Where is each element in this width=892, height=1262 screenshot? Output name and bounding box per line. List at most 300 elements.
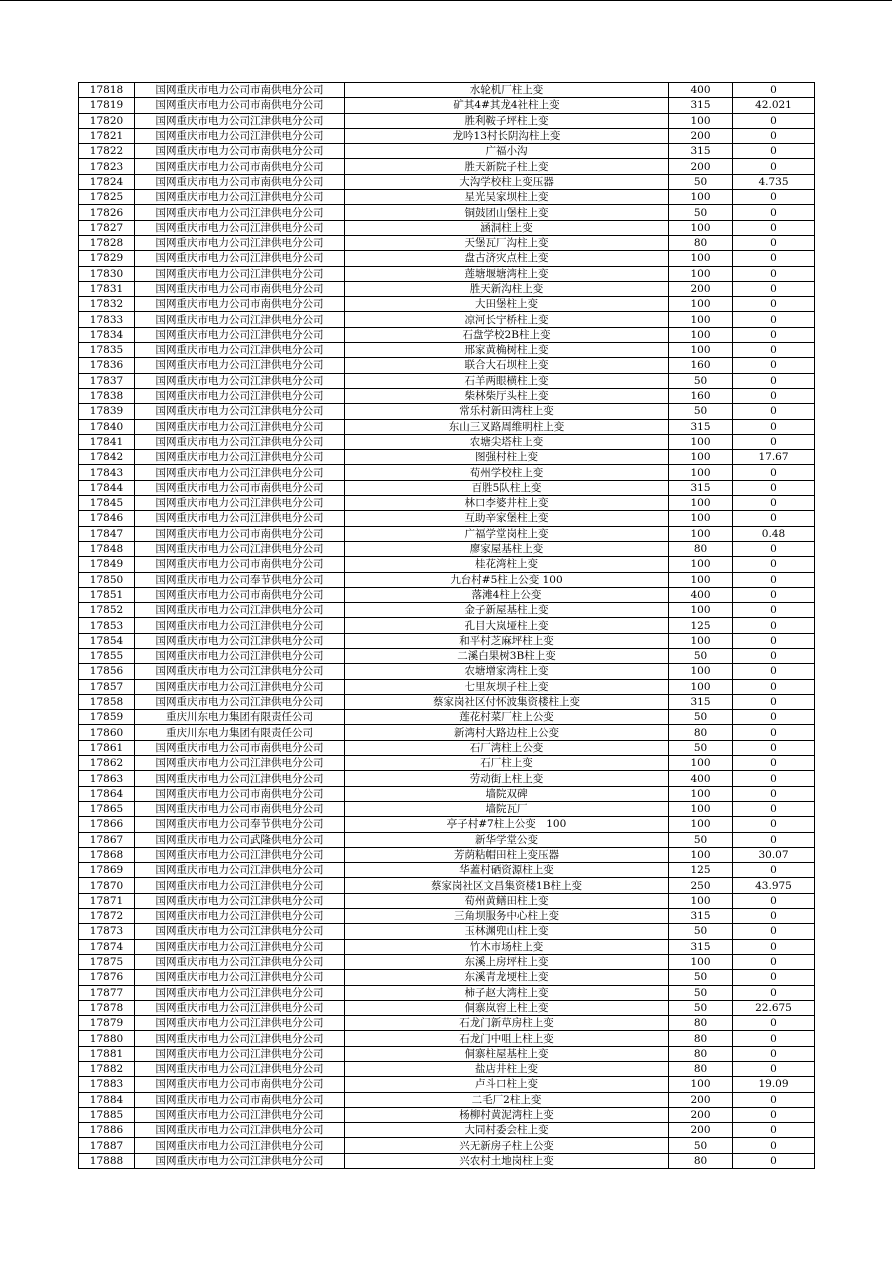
cell-company: 国网重庆市电力公司江津供电分公司 [135, 893, 345, 908]
cell-value: 0.48 [733, 526, 815, 541]
table-row [79, 664, 815, 679]
table-row [79, 480, 815, 495]
cell-value: 42.021 [733, 98, 815, 113]
cell-name: 星光吴家坝柱上变 [345, 190, 669, 205]
cell-value: 0 [733, 664, 815, 679]
cell-value: 0 [733, 618, 815, 633]
cell-value: 0 [733, 924, 815, 939]
cell-name: 大沟学校柱上变压器 [345, 174, 669, 189]
cell-name: 柿子赵大湾柱上变 [345, 985, 669, 1000]
cell-id: 17862 [79, 756, 135, 771]
cell-name: 东溪青龙埂柱上变 [345, 970, 669, 985]
cell-capacity: 100 [669, 434, 733, 449]
cell-value: 0 [733, 832, 815, 847]
cell-company: 国网重庆市电力公司江津供电分公司 [135, 648, 345, 663]
cell-capacity: 50 [669, 1000, 733, 1015]
table-row [79, 297, 815, 312]
cell-id: 17858 [79, 694, 135, 709]
cell-name: 大同村委会柱上变 [345, 1123, 669, 1138]
cell-capacity: 200 [669, 1123, 733, 1138]
table-row [79, 801, 815, 816]
cell-id: 17833 [79, 312, 135, 327]
page-top-rule [0, 0, 892, 1]
cell-id: 17828 [79, 235, 135, 250]
cell-id: 17855 [79, 648, 135, 663]
table-row [79, 817, 815, 832]
cell-value: 0 [733, 434, 815, 449]
cell-name: 廖家屋基柱上变 [345, 541, 669, 556]
cell-name: 华蓋村硒资源柱上变 [345, 863, 669, 878]
cell-value: 0 [733, 281, 815, 296]
cell-id: 17826 [79, 205, 135, 220]
table-row [79, 909, 815, 924]
cell-name: 兴农村土地岗柱上变 [345, 1153, 669, 1168]
cell-company: 国网重庆市电力公司江津供电分公司 [135, 343, 345, 358]
cell-id: 17846 [79, 511, 135, 526]
table-row [79, 1000, 815, 1015]
cell-company: 国网重庆市电力公司江津供电分公司 [135, 128, 345, 143]
cell-value: 0 [733, 480, 815, 495]
cell-capacity: 100 [669, 557, 733, 572]
table-row [79, 771, 815, 786]
cell-name: 金子新屋基柱上变 [345, 603, 669, 618]
cell-company: 国网重庆市电力公司江津供电分公司 [135, 541, 345, 556]
cell-company: 国网重庆市电力公司市南供电分公司 [135, 801, 345, 816]
cell-company: 国网重庆市电力公司江津供电分公司 [135, 1153, 345, 1168]
cell-id: 17866 [79, 817, 135, 832]
cell-id: 17868 [79, 847, 135, 862]
cell-capacity: 80 [669, 1153, 733, 1168]
cell-value: 0 [733, 465, 815, 480]
cell-capacity: 100 [669, 511, 733, 526]
cell-capacity: 50 [669, 832, 733, 847]
cell-company: 国网重庆市电力公司江津供电分公司 [135, 358, 345, 373]
cell-company: 国网重庆市电力公司江津供电分公司 [135, 1123, 345, 1138]
cell-id: 17825 [79, 190, 135, 205]
cell-company: 国网重庆市电力公司市南供电分公司 [135, 526, 345, 541]
cell-company: 重庆川东电力集团有限责任公司 [135, 725, 345, 740]
cell-name: 新华学堂公变 [345, 832, 669, 847]
cell-capacity: 80 [669, 725, 733, 740]
cell-company: 国网重庆市电力公司江津供电分公司 [135, 1031, 345, 1046]
table-row [79, 985, 815, 1000]
table-row [79, 756, 815, 771]
cell-value: 0 [733, 83, 815, 98]
cell-company: 国网重庆市电力公司江津供电分公司 [135, 909, 345, 924]
cell-capacity: 100 [669, 603, 733, 618]
cell-company: 国网重庆市电力公司江津供电分公司 [135, 251, 345, 266]
cell-name: 百胜5队柱上变 [345, 480, 669, 495]
cell-capacity: 200 [669, 281, 733, 296]
cell-value: 0 [733, 1031, 815, 1046]
cell-id: 17888 [79, 1153, 135, 1168]
cell-id: 17818 [79, 83, 135, 98]
cell-name: 凉河长宁桥柱上变 [345, 312, 669, 327]
cell-company: 国网重庆市电力公司市南供电分公司 [135, 786, 345, 801]
table-row [79, 251, 815, 266]
table-row [79, 220, 815, 235]
cell-name: 胜利鞍子坪柱上变 [345, 113, 669, 128]
cell-company: 国网重庆市电力公司市南供电分公司 [135, 174, 345, 189]
cell-id: 17834 [79, 327, 135, 342]
cell-id: 17842 [79, 450, 135, 465]
cell-value: 0 [733, 404, 815, 419]
cell-name: 劳动街上柱上变 [345, 771, 669, 786]
cell-name: 涵洞柱上变 [345, 220, 669, 235]
cell-capacity: 200 [669, 159, 733, 174]
cell-capacity: 100 [669, 817, 733, 832]
cell-id: 17844 [79, 480, 135, 495]
cell-company: 国网重庆市电力公司江津供电分公司 [135, 603, 345, 618]
cell-id: 17869 [79, 863, 135, 878]
cell-value: 0 [733, 909, 815, 924]
table-row [79, 419, 815, 434]
cell-id: 17885 [79, 1107, 135, 1122]
table-row [79, 358, 815, 373]
table-row [79, 205, 815, 220]
cell-name: 铜鼓团山堡柱上变 [345, 205, 669, 220]
cell-id: 17819 [79, 98, 135, 113]
cell-capacity: 50 [669, 648, 733, 663]
cell-capacity: 160 [669, 358, 733, 373]
cell-value: 0 [733, 786, 815, 801]
cell-value: 0 [733, 1092, 815, 1107]
cell-id: 17824 [79, 174, 135, 189]
cell-capacity: 100 [669, 266, 733, 281]
table-row [79, 1062, 815, 1077]
cell-id: 17864 [79, 786, 135, 801]
cell-value: 0 [733, 1062, 815, 1077]
cell-company: 国网重庆市电力公司奉节供电分公司 [135, 817, 345, 832]
cell-name: 龙吟13村长阴沟柱上变 [345, 128, 669, 143]
cell-name: 兴无新房子柱上公变 [345, 1138, 669, 1153]
table-row [79, 924, 815, 939]
table-row [79, 235, 815, 250]
cell-capacity: 50 [669, 205, 733, 220]
cell-capacity: 50 [669, 1138, 733, 1153]
cell-value: 0 [733, 817, 815, 832]
cell-id: 17887 [79, 1138, 135, 1153]
cell-value: 0 [733, 694, 815, 709]
cell-company: 国网重庆市电力公司江津供电分公司 [135, 771, 345, 786]
cell-company: 国网重庆市电力公司市南供电分公司 [135, 98, 345, 113]
cell-name: 广福小沟 [345, 144, 669, 159]
table-row [79, 343, 815, 358]
cell-id: 17836 [79, 358, 135, 373]
cell-value: 0 [733, 939, 815, 954]
cell-id: 17832 [79, 297, 135, 312]
cell-value: 0 [733, 235, 815, 250]
cell-company: 国网重庆市电力公司江津供电分公司 [135, 985, 345, 1000]
table-row [79, 281, 815, 296]
cell-value: 0 [733, 266, 815, 281]
cell-name: 邢家黄桷树柱上变 [345, 343, 669, 358]
cell-capacity: 100 [669, 1077, 733, 1092]
cell-company: 国网重庆市电力公司江津供电分公司 [135, 878, 345, 893]
cell-name: 落滩4柱上公变 [345, 587, 669, 602]
cell-name: 大田堡柱上变 [345, 297, 669, 312]
cell-id: 17863 [79, 771, 135, 786]
cell-id: 17852 [79, 603, 135, 618]
cell-id: 17865 [79, 801, 135, 816]
cell-value: 4.735 [733, 174, 815, 189]
table-row [79, 740, 815, 755]
cell-value: 0 [733, 496, 815, 511]
cell-capacity: 315 [669, 694, 733, 709]
cell-company: 国网重庆市电力公司江津供电分公司 [135, 496, 345, 511]
cell-id: 17856 [79, 664, 135, 679]
cell-value: 0 [733, 679, 815, 694]
cell-name: 三角坝服务中心柱上变 [345, 909, 669, 924]
cell-capacity: 100 [669, 190, 733, 205]
cell-id: 17879 [79, 1016, 135, 1031]
table-row [79, 388, 815, 403]
cell-value: 0 [733, 1046, 815, 1061]
cell-company: 国网重庆市电力公司江津供电分公司 [135, 511, 345, 526]
cell-value: 0 [733, 633, 815, 648]
cell-company: 国网重庆市电力公司江津供电分公司 [135, 205, 345, 220]
cell-company: 国网重庆市电力公司江津供电分公司 [135, 1062, 345, 1077]
cell-value: 0 [733, 1153, 815, 1168]
cell-id: 17840 [79, 419, 135, 434]
table-row [79, 511, 815, 526]
cell-value: 0 [733, 863, 815, 878]
cell-value: 0 [733, 648, 815, 663]
cell-value: 0 [733, 557, 815, 572]
cell-id: 17848 [79, 541, 135, 556]
cell-id: 17880 [79, 1031, 135, 1046]
table-row [79, 128, 815, 143]
table-row [79, 526, 815, 541]
cell-capacity: 400 [669, 587, 733, 602]
cell-capacity: 50 [669, 404, 733, 419]
cell-value: 0 [733, 740, 815, 755]
table-row [79, 1123, 815, 1138]
cell-company: 国网重庆市电力公司江津供电分公司 [135, 404, 345, 419]
cell-capacity: 100 [669, 297, 733, 312]
table-row [79, 603, 815, 618]
cell-name: 亭子村#7柱上公变 100 [345, 817, 669, 832]
table-body [79, 83, 815, 1169]
cell-id: 17877 [79, 985, 135, 1000]
cell-name: 墙院瓦厂 [345, 801, 669, 816]
cell-name: 二毛厂2柱上变 [345, 1092, 669, 1107]
cell-name: 荀州学校柱上变 [345, 465, 669, 480]
table-row [79, 878, 815, 893]
table-row [79, 1031, 815, 1046]
cell-company: 国网重庆市电力公司江津供电分公司 [135, 970, 345, 985]
cell-value: 0 [733, 373, 815, 388]
cell-name: 莲塘堰塘湾柱上变 [345, 266, 669, 281]
cell-capacity: 100 [669, 664, 733, 679]
cell-company: 国网重庆市电力公司江津供电分公司 [135, 235, 345, 250]
cell-id: 17867 [79, 832, 135, 847]
cell-id: 17837 [79, 373, 135, 388]
table-row [79, 1077, 815, 1092]
cell-value: 0 [733, 312, 815, 327]
cell-id: 17835 [79, 343, 135, 358]
cell-value: 0 [733, 710, 815, 725]
cell-id: 17870 [79, 878, 135, 893]
cell-company: 国网重庆市电力公司江津供电分公司 [135, 312, 345, 327]
cell-id: 17881 [79, 1046, 135, 1061]
cell-name: 九台村#5柱上公变 100 [345, 572, 669, 587]
table-row [79, 98, 815, 113]
cell-name: 侗寨柱屋基柱上变 [345, 1046, 669, 1061]
cell-company: 国网重庆市电力公司市南供电分公司 [135, 557, 345, 572]
table-row [79, 648, 815, 663]
cell-company: 国网重庆市电力公司江津供电分公司 [135, 618, 345, 633]
cell-company: 国网重庆市电力公司江津供电分公司 [135, 1107, 345, 1122]
cell-name: 胜天新沟柱上变 [345, 281, 669, 296]
cell-value: 0 [733, 419, 815, 434]
cell-value: 0 [733, 144, 815, 159]
cell-id: 17882 [79, 1062, 135, 1077]
cell-capacity: 200 [669, 1107, 733, 1122]
cell-capacity: 100 [669, 220, 733, 235]
table-row [79, 159, 815, 174]
cell-company: 国网重庆市电力公司江津供电分公司 [135, 1016, 345, 1031]
cell-capacity: 200 [669, 128, 733, 143]
cell-capacity: 50 [669, 985, 733, 1000]
cell-company: 国网重庆市电力公司江津供电分公司 [135, 190, 345, 205]
table-row [79, 144, 815, 159]
cell-company: 国网重庆市电力公司江津供电分公司 [135, 847, 345, 862]
cell-id: 17878 [79, 1000, 135, 1015]
cell-id: 17886 [79, 1123, 135, 1138]
cell-id: 17883 [79, 1077, 135, 1092]
table-row [79, 434, 815, 449]
cell-company: 国网重庆市电力公司江津供电分公司 [135, 1138, 345, 1153]
cell-value: 0 [733, 587, 815, 602]
cell-name: 石厂湾柱上公变 [345, 740, 669, 755]
cell-company: 国网重庆市电力公司市南供电分公司 [135, 740, 345, 755]
cell-company: 国网重庆市电力公司市南供电分公司 [135, 297, 345, 312]
cell-capacity: 100 [669, 679, 733, 694]
cell-capacity: 250 [669, 878, 733, 893]
cell-name: 互助辛家堡柱上变 [345, 511, 669, 526]
cell-id: 17851 [79, 587, 135, 602]
cell-value: 0 [733, 801, 815, 816]
cell-company: 国网重庆市电力公司江津供电分公司 [135, 694, 345, 709]
cell-id: 17820 [79, 113, 135, 128]
cell-name: 天堡瓦厂沟柱上变 [345, 235, 669, 250]
cell-id: 17850 [79, 572, 135, 587]
cell-name: 石盘学校2B柱上变 [345, 327, 669, 342]
cell-company: 国网重庆市电力公司江津供电分公司 [135, 266, 345, 281]
table-row [79, 786, 815, 801]
cell-capacity: 100 [669, 496, 733, 511]
table-row [79, 1046, 815, 1061]
cell-id: 17876 [79, 970, 135, 985]
cell-company: 国网重庆市电力公司江津供电分公司 [135, 113, 345, 128]
table-row [79, 465, 815, 480]
cell-name: 芳荫粘帽田柱上变压器 [345, 847, 669, 862]
cell-name: 新湾村大路边柱上公变 [345, 725, 669, 740]
cell-capacity: 100 [669, 465, 733, 480]
table-row [79, 1153, 815, 1168]
cell-capacity: 80 [669, 1046, 733, 1061]
cell-company: 重庆川东电力集团有限责任公司 [135, 710, 345, 725]
cell-id: 17847 [79, 526, 135, 541]
cell-company: 国网重庆市电力公司市南供电分公司 [135, 480, 345, 495]
cell-name: 侗寨岚窖上柱上变 [345, 1000, 669, 1015]
transformer-table [78, 82, 815, 1169]
cell-company: 国网重庆市电力公司江津供电分公司 [135, 419, 345, 434]
cell-value: 0 [733, 1123, 815, 1138]
cell-value: 0 [733, 725, 815, 740]
cell-company: 国网重庆市电力公司江津供电分公司 [135, 756, 345, 771]
cell-id: 17839 [79, 404, 135, 419]
table-row [79, 618, 815, 633]
cell-name: 莲花村菜厂柱上公变 [345, 710, 669, 725]
cell-name: 二溪白果树3B柱上变 [345, 648, 669, 663]
cell-capacity: 50 [669, 924, 733, 939]
cell-value: 30.07 [733, 847, 815, 862]
cell-name: 东溪上房坪柱上变 [345, 954, 669, 969]
cell-name: 胜天新院子柱上变 [345, 159, 669, 174]
table-row [79, 312, 815, 327]
cell-company: 国网重庆市电力公司江津供电分公司 [135, 633, 345, 648]
cell-company: 国网重庆市电力公司江津供电分公司 [135, 373, 345, 388]
table-row [79, 725, 815, 740]
cell-name: 荀州黄鳝田柱上变 [345, 893, 669, 908]
cell-name: 盘古济灾点柱上变 [345, 251, 669, 266]
cell-id: 17823 [79, 159, 135, 174]
cell-company: 国网重庆市电力公司武隆供电分公司 [135, 832, 345, 847]
cell-capacity: 100 [669, 893, 733, 908]
cell-value: 0 [733, 388, 815, 403]
table-row [79, 954, 815, 969]
cell-name: 桂花湾柱上变 [345, 557, 669, 572]
cell-id: 17821 [79, 128, 135, 143]
cell-id: 17875 [79, 954, 135, 969]
cell-value: 0 [733, 970, 815, 985]
cell-company: 国网重庆市电力公司市南供电分公司 [135, 281, 345, 296]
cell-name: 常乐村新田湾柱上变 [345, 404, 669, 419]
cell-capacity: 50 [669, 174, 733, 189]
cell-company: 国网重庆市电力公司市南供电分公司 [135, 587, 345, 602]
cell-company: 国网重庆市电力公司市南供电分公司 [135, 159, 345, 174]
cell-id: 17857 [79, 679, 135, 694]
cell-capacity: 100 [669, 526, 733, 541]
cell-company: 国网重庆市电力公司江津供电分公司 [135, 327, 345, 342]
cell-id: 17859 [79, 710, 135, 725]
cell-id: 17860 [79, 725, 135, 740]
cell-name: 七里灰坝子柱上变 [345, 679, 669, 694]
cell-capacity: 100 [669, 251, 733, 266]
table-row [79, 1138, 815, 1153]
cell-capacity: 100 [669, 343, 733, 358]
cell-company: 国网重庆市电力公司奉节供电分公司 [135, 572, 345, 587]
cell-id: 17853 [79, 618, 135, 633]
table-row [79, 113, 815, 128]
cell-name: 林口李婆井柱上变 [345, 496, 669, 511]
cell-id: 17829 [79, 251, 135, 266]
cell-capacity: 200 [669, 1092, 733, 1107]
cell-value: 0 [733, 985, 815, 1000]
cell-capacity: 400 [669, 771, 733, 786]
cell-capacity: 315 [669, 909, 733, 924]
table-row [79, 847, 815, 862]
cell-capacity: 400 [669, 83, 733, 98]
cell-id: 17843 [79, 465, 135, 480]
cell-name: 杨柳村黄泥湾柱上变 [345, 1107, 669, 1122]
cell-name: 石龙门中咀上柱上变 [345, 1031, 669, 1046]
cell-capacity: 160 [669, 388, 733, 403]
cell-capacity: 100 [669, 450, 733, 465]
cell-value: 22.675 [733, 1000, 815, 1015]
